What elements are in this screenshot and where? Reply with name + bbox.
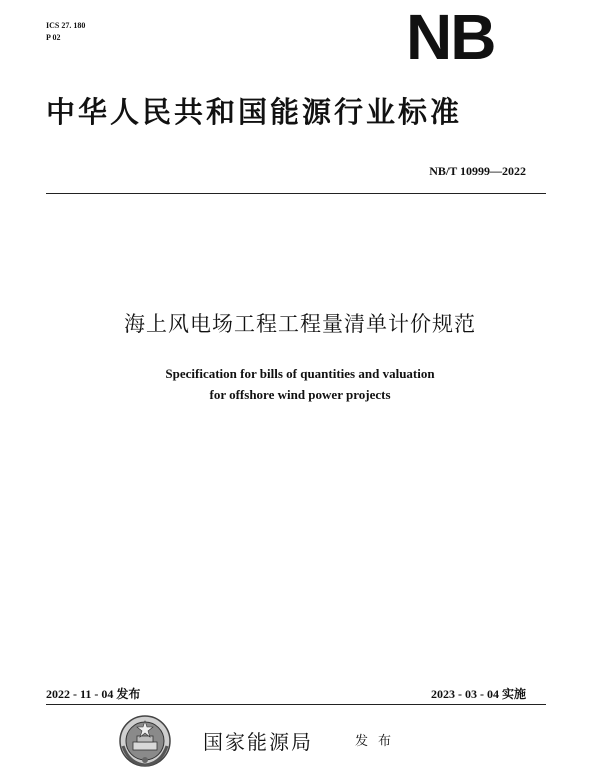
implementation-date: 2023 - 03 - 04 实施 [431,687,526,701]
issue-date: 2022 - 11 - 04 发布 [46,687,141,701]
issuer-action: 发布 [355,734,402,749]
issuer-name: 国家能源局 [203,730,313,754]
national-emblem-icon [117,712,173,767]
chinese-title: 海上风电场工程工程量清单计价规范 [124,312,476,336]
nb-logo: NB [406,1,495,73]
ics-code: ICS 27. 180 [46,21,86,30]
english-title-line-2: for offshore wind power projects [209,387,391,402]
header-divider [46,193,546,194]
footer-divider [46,704,546,705]
org-title: 中华人民共和国能源行业标准 [46,95,463,129]
english-title [0,363,600,405]
classification-codes [46,20,85,44]
category-code: P 02 [46,33,61,42]
english-title-line-1: Specification for bills of quantities and valuation [165,366,435,381]
standard-number: NB/T 10999—2022 [429,164,526,178]
